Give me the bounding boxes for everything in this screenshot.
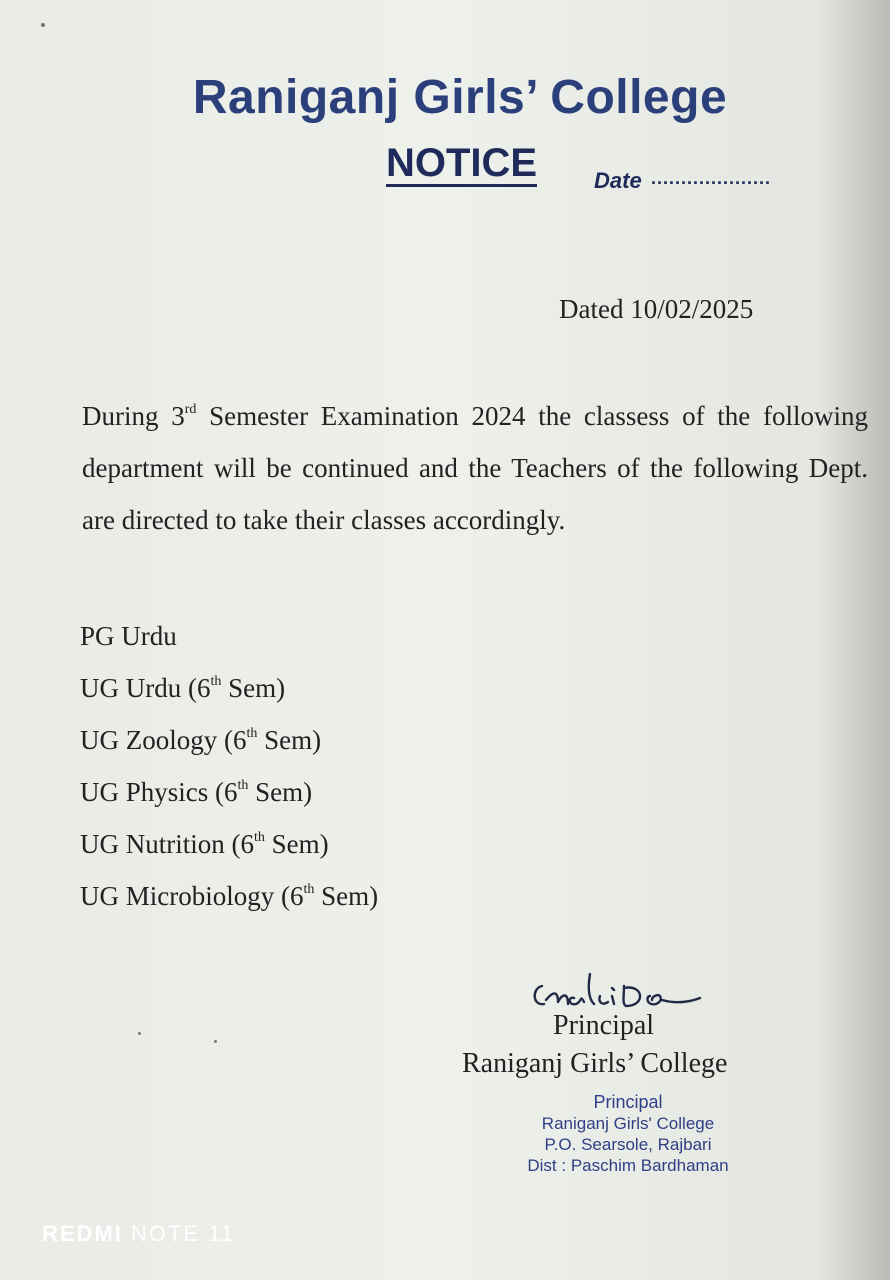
ordinal-superscript: th xyxy=(253,830,265,845)
department-suffix: Sem) xyxy=(221,673,286,703)
date-label: Date xyxy=(594,168,642,193)
department-name: PG Urdu xyxy=(80,621,177,651)
signatory-college: Raniganj Girls’ College xyxy=(462,1048,728,1079)
notice-date: Dated 10/02/2025 xyxy=(559,294,754,324)
list-item xyxy=(80,874,378,926)
department-name: UG Nutrition (6 xyxy=(80,829,254,859)
department-suffix: Sem) xyxy=(257,725,322,755)
list-item xyxy=(80,666,378,718)
handwritten-signature xyxy=(528,966,808,1016)
letterhead xyxy=(0,70,890,125)
ordinal-superscript: th xyxy=(303,882,315,897)
department-name: UG Microbiology (6 xyxy=(80,881,304,911)
signatory-title: Principal xyxy=(553,1010,655,1041)
department-list xyxy=(80,614,378,926)
department-suffix: Sem) xyxy=(264,829,329,859)
stamp-line: Raniganj Girls' College xyxy=(541,1114,715,1133)
ordinal-superscript: th xyxy=(237,778,249,793)
list-item xyxy=(80,822,378,874)
paper-speck xyxy=(214,1040,217,1043)
department-suffix: Sem) xyxy=(248,777,313,807)
date-placeholder: .................... xyxy=(651,168,772,188)
stamp-line: Dist : Paschim Bardhaman xyxy=(527,1156,729,1175)
college-name: Raniganj Girls’ College xyxy=(192,71,728,124)
camera-watermark xyxy=(42,1221,235,1247)
official-stamp xyxy=(508,1092,748,1176)
ordinal-superscript: th xyxy=(210,674,222,689)
list-item xyxy=(80,614,378,666)
paper-speck xyxy=(41,23,45,27)
ordinal-superscript: th xyxy=(246,726,258,741)
stamp-line: Principal xyxy=(593,1092,663,1112)
watermark-brand: REDMI xyxy=(42,1221,123,1246)
department-suffix: Sem) xyxy=(314,881,379,911)
stamp-line: P.O. Searsole, Rajbari xyxy=(544,1135,712,1154)
list-item xyxy=(80,718,378,770)
body-part1: During 3 xyxy=(82,401,185,431)
list-item xyxy=(80,770,378,822)
department-name: UG Urdu (6 xyxy=(80,673,211,703)
body-part2: Semester Examination 2024 the classess of the following department will be continued and the Teachers of the following Dept. are directed to take their classes accordingly. xyxy=(82,401,869,535)
notice-body xyxy=(82,390,868,546)
body-superscript: rd xyxy=(184,402,197,417)
department-name: UG Zoology (6 xyxy=(80,725,247,755)
paper-speck xyxy=(138,1032,141,1035)
department-name: UG Physics (6 xyxy=(80,777,238,807)
watermark-model: NOTE 11 xyxy=(131,1221,236,1246)
notice-heading: NOTICE xyxy=(386,141,538,185)
